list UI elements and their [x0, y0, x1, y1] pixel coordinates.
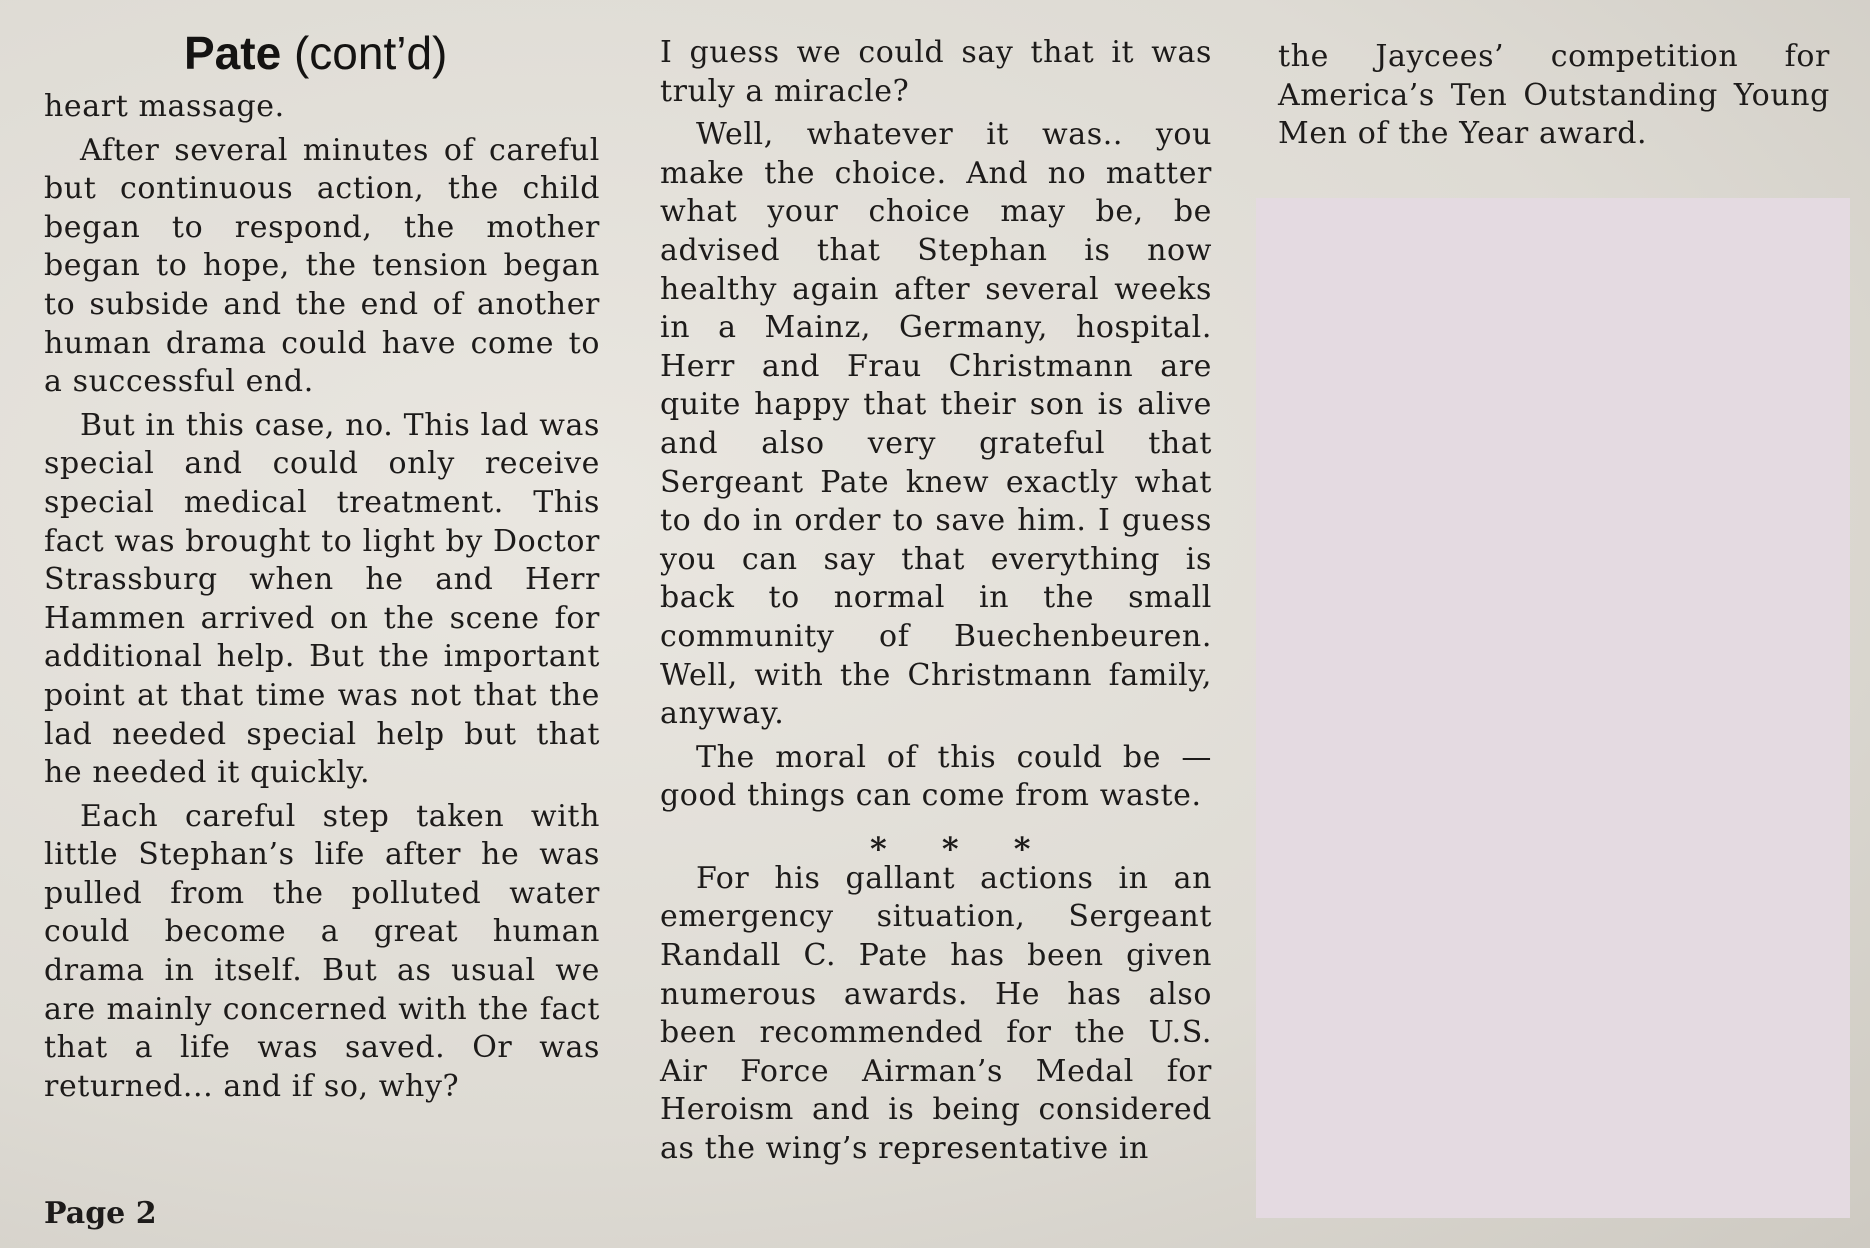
paragraph: For his gallant actions in an emergency situation, Sergeant Randall C. Pate has been given numerous awards. He has also been recommended for the U.S. Air Force Airman’s Medal for Heroism and is being considered as the wing’s representative in — [660, 860, 1212, 1167]
text-column-3 — [1278, 38, 1830, 159]
paragraph: After several minutes of careful but continuous action, the child began to respond, the mother began to hope, the tension began to subside and the end of another human drama could have come to a successful end. — [44, 132, 600, 400]
paragraph: The moral of this could be — good things can come from waste. — [660, 739, 1212, 814]
page-number: Page 2 — [44, 1196, 157, 1231]
paragraph: Each careful step taken with little Stephan’s life after he was pulled from the polluted water could become a great human drama in itself. But as usual we are mainly concerned with the fact that a life was saved. Or was returned... and if so, why? — [44, 798, 600, 1104]
article-title-name: Pate — [184, 27, 282, 79]
text-column-2 — [660, 34, 1212, 1174]
redacted-photo-area — [1256, 198, 1850, 1218]
paragraph: the Jaycees’ competition for America’s Ten Outstanding Young Men of the Year award. — [1278, 39, 1830, 152]
text-column-1 — [44, 88, 600, 1111]
paragraph: Well, whatever it was.. you make the choice. And no matter what your choice may be, be advised that Stephan is now healthy again after several weeks in a Mainz, Germany, hospital. Herr and Frau Christmann are quite happy that their son is alive and also very grateful that Sergeant Pate knew exactly what to do in order to save him. I guess you can say that everything is back to normal in the small community of Buechenbeuren. Well, with the Christmann family, anyway. — [660, 117, 1212, 732]
article-title-continued: (cont’d) — [293, 27, 448, 79]
article-title — [184, 26, 447, 80]
paragraph: I guess we could say that it was truly a miracle? — [660, 35, 1212, 109]
paragraph: But in this case, no. This lad was special and could only receive special medical treatment. This fact was brought to light by Doctor Strassburg when he and Herr Hammen arrived on the scene for additional help. But the important point at that time was not that the lad needed special help but that he needed it quickly. — [44, 407, 600, 791]
paragraph: heart massage. — [44, 89, 285, 124]
section-separator: * * * — [870, 830, 1053, 868]
